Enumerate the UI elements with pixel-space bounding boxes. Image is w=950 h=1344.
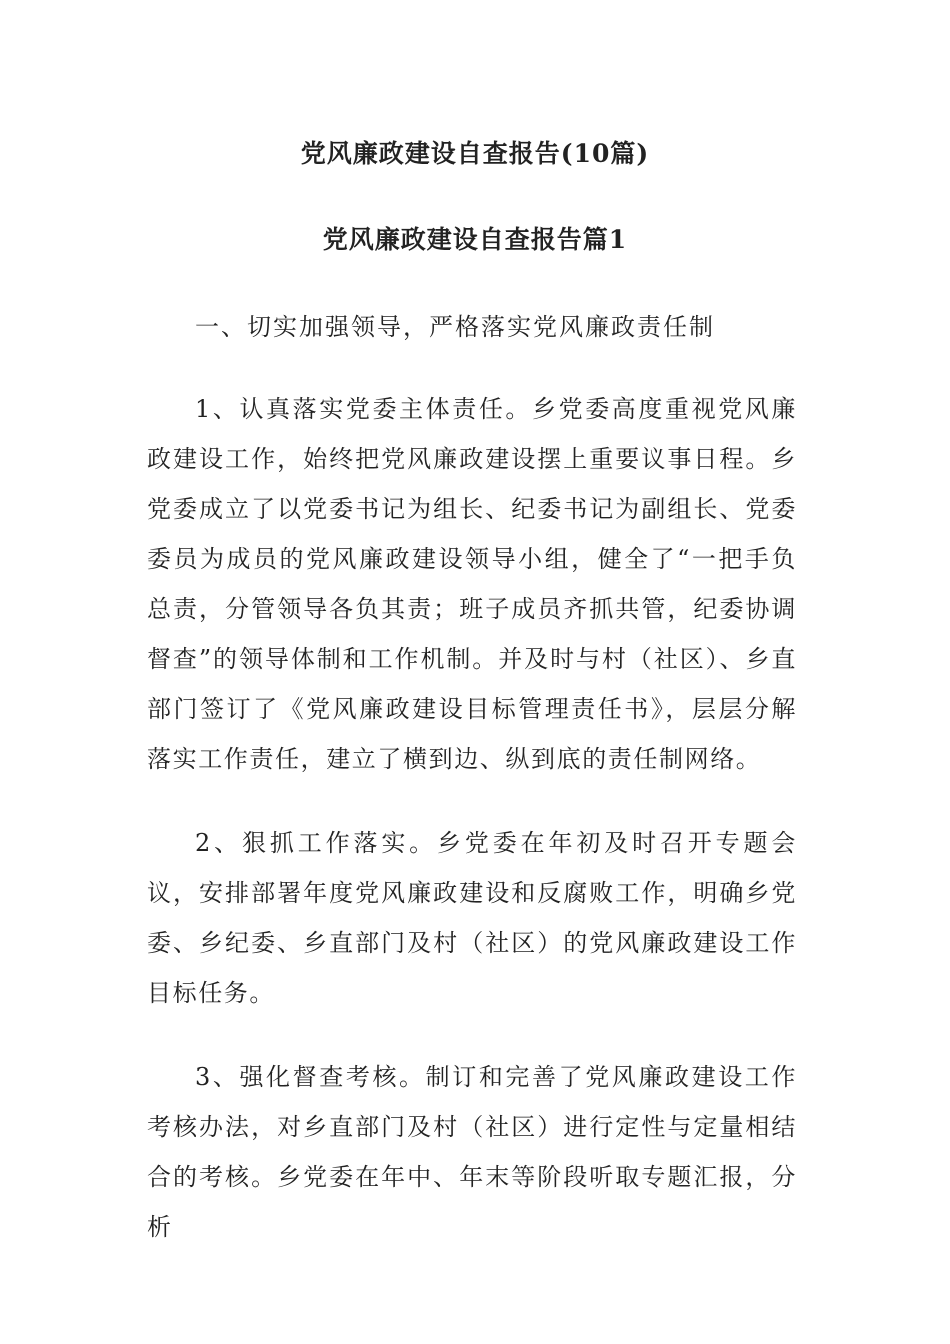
document-title: 党风廉政建设自查报告(10篇) <box>300 139 650 168</box>
paragraph-2: 2、狠抓工作落实。乡党委在年初及时召开专题会议，安排部署年度党风廉政建设和反腐败工作，明确乡党委、乡纪委、乡直部门及村（社区）的党风廉政建设工作目标任务。 <box>147 829 797 1007</box>
document-subtitle: 党风廉政建设自查报告篇1 <box>322 225 628 254</box>
paragraph-3: 3、强化督查考核。制订和完善了党风廉政建设工作考核办法，对乡直部门及村（社区）进行定性与定量相结合的考核。乡党委在年中、年末等阶段听取专题汇报，分析 <box>147 1063 797 1241</box>
paragraph-1: 1、认真落实党委主体责任。乡党委高度重视党风廉政建设工作，始终把党风廉政建设摆上重要议事日程。乡党委成立了以党委书记为组长、纪委书记为副组长、党委委员为成员的党风廉政建设领导小组，健全了“一把手负总责，分管领导各负其责；班子成员齐抓共管，纪委协调督查”的领导体制和工作机制。并及时与村（社区）、乡直部门签订了《党风廉政建设目标管理责任书》，层层分解落实工作责任，建立了横到边、纵到底的责任制网络。 <box>147 395 797 773</box>
section-heading: 一、切实加强领导，严格落实党风廉政责任制 <box>195 313 715 341</box>
